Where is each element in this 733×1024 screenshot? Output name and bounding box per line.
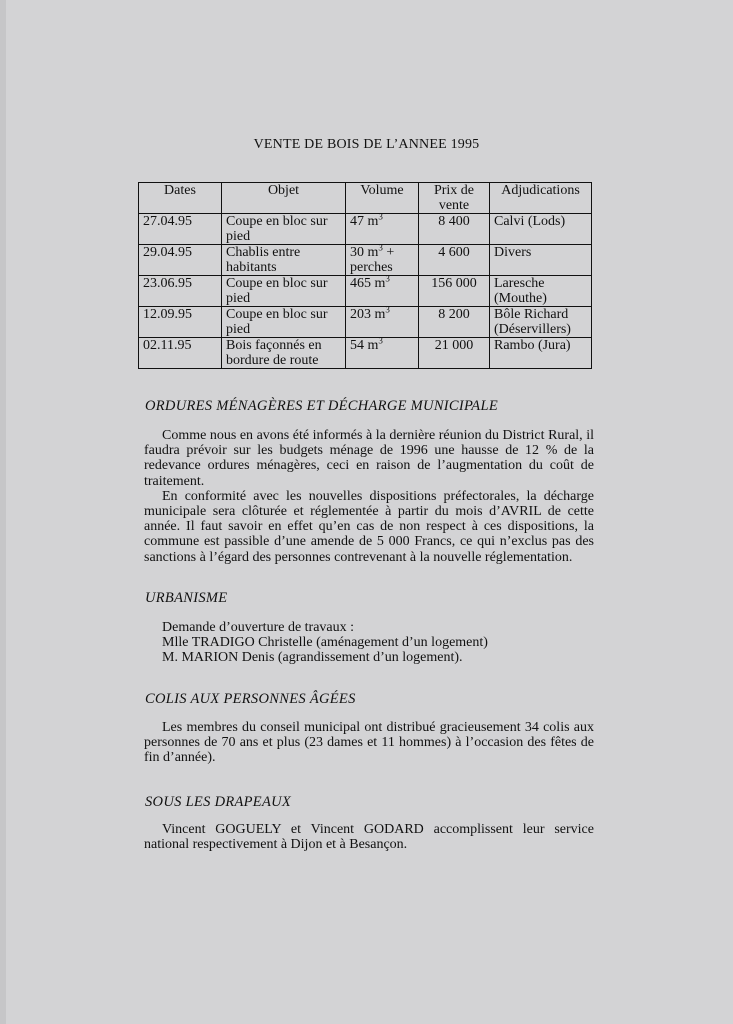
paragraph: Mlle TRADIGO Christelle (aménagement d’un logement)	[162, 635, 488, 651]
cell-date: 12.09.95	[139, 307, 222, 338]
cell-volume	[346, 242, 419, 276]
volume-value: 465 m	[350, 276, 386, 291]
cell-prix: 8 200	[419, 307, 490, 338]
volume-exponent: 3	[385, 273, 390, 284]
cell-volume	[346, 304, 419, 338]
table-row	[139, 307, 592, 338]
paragraph: Vincent GOGUELY et Vincent GODARD accomplissent leur service national respectivement à Dijon et à Besançon.	[144, 822, 594, 853]
table-row	[139, 245, 592, 276]
cell-volume	[346, 335, 419, 369]
section-heading-ordures: ORDURES MÉNAGÈRES ET DÉCHARGE MUNICIPALE	[145, 398, 498, 414]
cell-date: 27.04.95	[139, 214, 222, 245]
header-dates: Dates	[139, 183, 222, 214]
cell-volume	[346, 273, 419, 307]
cell-adjudication: Laresche (Mouthe)	[490, 276, 592, 307]
cell-prix: 8 400	[419, 214, 490, 245]
cell-objet: Coupe en bloc sur pied	[222, 276, 346, 307]
paragraph: M. MARION Denis (agrandissement d’un logement).	[162, 650, 463, 666]
volume-exponent: 3	[385, 304, 390, 315]
paragraph: Demande d’ouverture de travaux :	[162, 620, 355, 635]
cell-objet: Coupe en bloc sur pied	[222, 307, 346, 338]
cell-adjudication: Calvi (Lods)	[490, 214, 592, 245]
cell-objet: Coupe en bloc sur pied	[222, 214, 346, 245]
table-row	[139, 276, 592, 307]
cell-adjudication: Divers	[490, 245, 592, 276]
section-body-urbanisme	[144, 620, 594, 666]
cell-date: 23.06.95	[139, 276, 222, 307]
section-heading-colis: COLIS AUX PERSONNES ÂGÉES	[145, 691, 356, 707]
page-title: VENTE DE BOIS DE L’ANNEE 1995	[253, 137, 480, 152]
volume-extra: + perches	[350, 245, 395, 275]
cell-date: 29.04.95	[139, 245, 222, 276]
section-body-ordures	[144, 428, 594, 565]
section-heading-urbanisme: URBANISME	[145, 590, 228, 606]
cell-adjudication: Rambo (Jura)	[490, 338, 592, 369]
paragraph: Les membres du conseil municipal ont distribué gracieusement 34 colis aux personnes de 70 ans et plus (23 dames et 11 hommes) à l’occasion des fêtes de fin d’année).	[144, 720, 594, 766]
volume-value: 30 m	[350, 245, 379, 260]
section-body-drapeaux	[144, 822, 594, 852]
cell-adjudication: Bôle Richard (Déservillers)	[490, 307, 592, 338]
table-row	[139, 338, 592, 369]
paragraph: Comme nous en avons été informés à la dernière réunion du District Rural, il faudra prévoir sur les budgets ménage de 1996 une hausse de 12 % de la redevance ordures ménagères, ceci en raison de l’augmentation du coût de traitement.	[144, 428, 594, 489]
volume-exponent: 3	[378, 335, 383, 346]
header-adjudications: Adjudications	[490, 183, 592, 214]
cell-volume	[346, 211, 419, 245]
header-prix: Prix de vente	[419, 183, 490, 214]
table-row	[139, 214, 592, 245]
cell-prix: 21 000	[419, 338, 490, 369]
cell-prix: 4 600	[419, 245, 490, 276]
wood-sales-table	[138, 182, 592, 369]
table-header-row	[139, 183, 592, 214]
volume-value: 54 m	[350, 338, 379, 353]
volume-exponent: 3	[378, 211, 383, 222]
paragraph: En conformité avec les nouvelles dispositions préfectorales, la décharge municipale sera clôturée et réglementée à partir du mois d’AVRIL de cette année. Il faut savoir en effet qu’en cas de non respect à ces dispositions, la commune est passible d’une amende de 5 000 Francs, ce qui n’exclus pas des sanctions à l’égard des personnes contrevenant à la nouvelle réglementation.	[144, 488, 594, 565]
volume-exponent: 3	[378, 242, 383, 253]
volume-value: 203 m	[350, 307, 386, 322]
cell-objet: Chablis entre habitants	[222, 245, 346, 276]
cell-objet: Bois façonnés en bordure de route	[222, 338, 346, 369]
cell-prix: 156 000	[419, 276, 490, 307]
section-body-colis	[144, 720, 594, 766]
section-heading-drapeaux: SOUS LES DRAPEAUX	[145, 794, 292, 810]
volume-value: 47 m	[350, 214, 379, 229]
header-volume: Volume	[346, 183, 419, 214]
cell-date: 02.11.95	[139, 338, 222, 369]
header-objet: Objet	[222, 183, 346, 214]
